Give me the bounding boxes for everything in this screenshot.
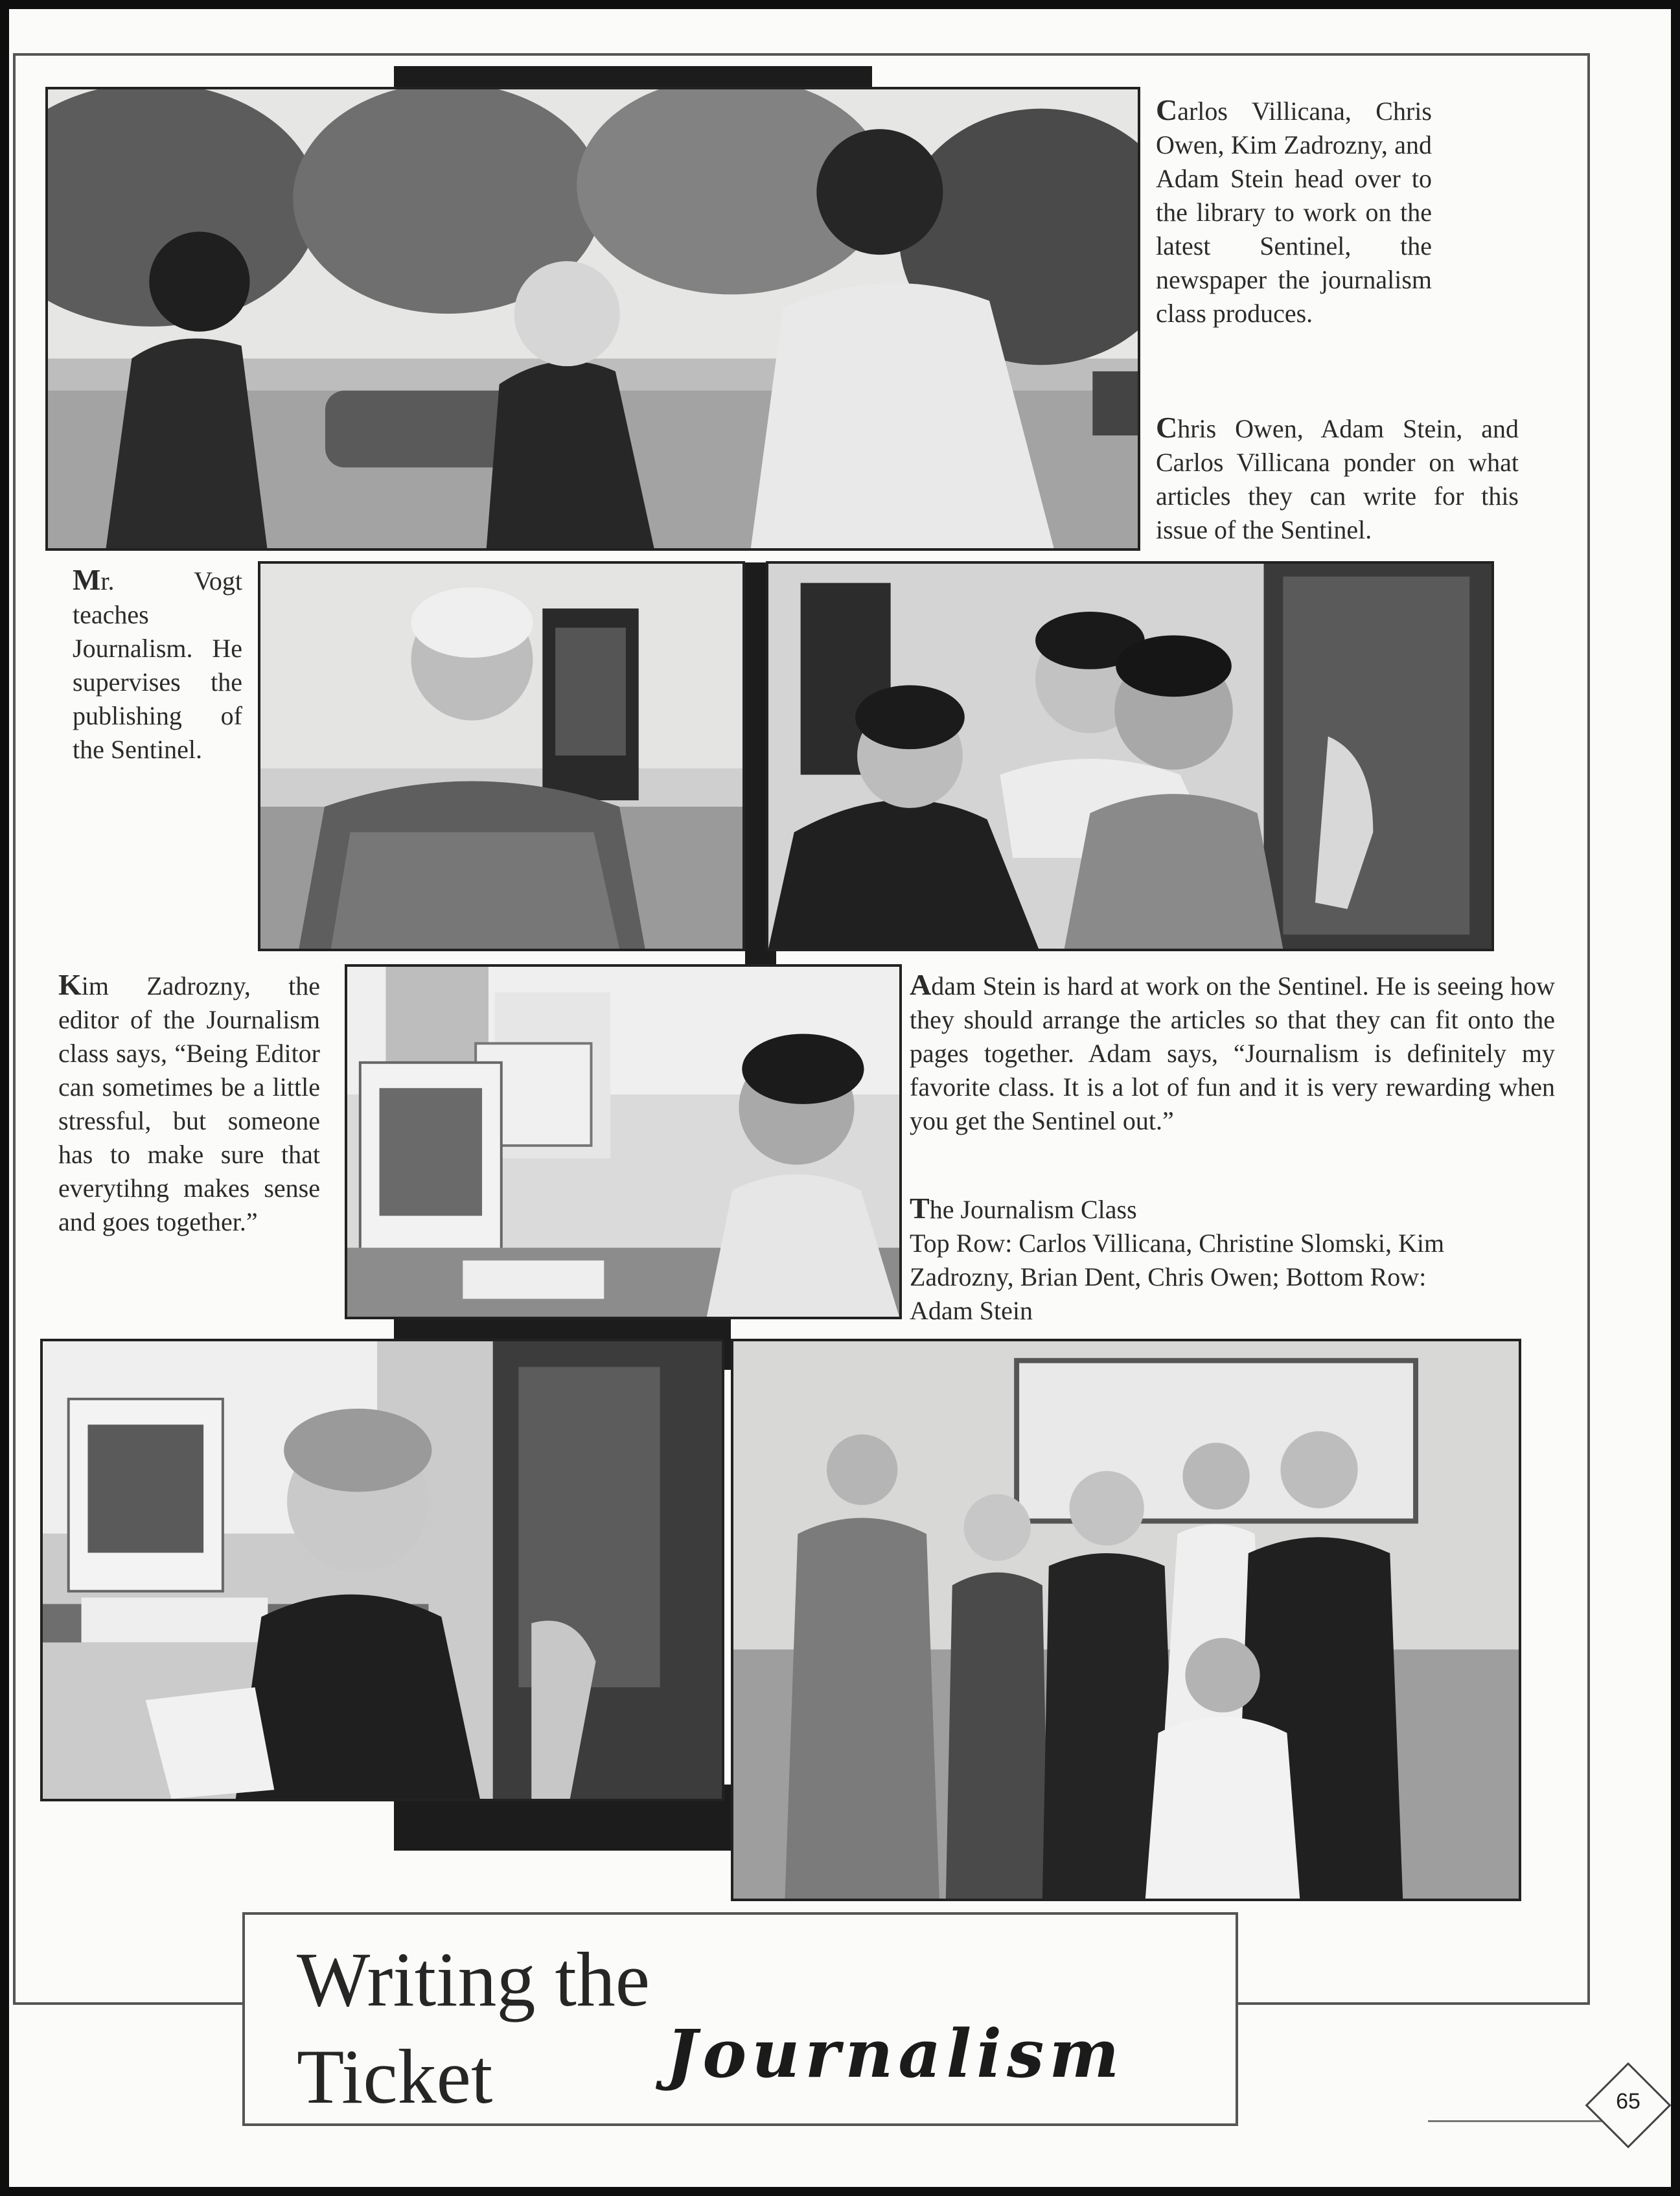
caption-drop-letter: C [1156,93,1178,126]
caption-class-photo [910,1192,1473,1328]
caption-class-title [910,1192,1473,1227]
caption-text: dam Stein is hard at work on the Sentinel. He is seeing how they should arrange the articles so that they can fit onto the pages together. Adam says, “Journalism is definitely my favorite class. It is a lot of fun and it is very rewarding when you get the Sentinel out.” [910,971,1555,1135]
title-line-2: Ticket [297,2033,493,2120]
caption-mr-vogt [73,563,242,767]
caption-library-walk [1156,93,1432,330]
photo-three-students [766,561,1494,951]
section-name-journalism: Journalism [666,2015,1125,2093]
caption-drop-letter: C [1156,411,1178,444]
photo-kim-at-computer [40,1339,724,1801]
caption-text: im Zadrozny, the editor of the Journalism class says, “Being Editor can sometimes be a little stressful, but someone has to make sure that everytihng makes sense and goes together.” [58,971,320,1236]
caption-ponder-articles [1156,411,1519,547]
caption-text: arlos Villicana, Chris Owen, Kim Zadrozny, and Adam Stein head over to the library to work on the latest Sentinel, the newspaper the journalism class produces. [1156,97,1432,328]
photo-students-walking [45,87,1140,551]
caption-adam-stein [910,968,1555,1138]
section-title-box [242,1912,1238,2126]
yearbook-page [9,9,1671,2187]
page-number: 65 [1616,2089,1640,2114]
caption-text: he Journalism Class [929,1195,1137,1224]
caption-kim-zadrozny [58,968,320,1239]
caption-drop-letter: M [73,563,101,596]
caption-text: r. Vogt teaches Journalism. He supervises the publishing of the Sentinel. [73,566,242,764]
caption-drop-letter: A [910,968,932,1001]
caption-drop-letter: K [58,968,82,1001]
photo-computer-work [345,964,902,1319]
caption-text: hris Owen, Adam Stein, and Carlos Villicana ponder on what articles they can write for this issue of the Sentinel. [1156,414,1519,544]
photo-journalism-class-group [731,1339,1521,1901]
title-line-1: Writing the [297,1936,650,2022]
photo-mr-vogt [258,561,745,951]
caption-class-names: Top Row: Carlos Villicana, Christine Slomski, Kim Zadrozny, Brian Dent, Chris Owen; Bottom Row: Adam Stein [910,1229,1445,1325]
caption-drop-letter: T [910,1192,930,1225]
